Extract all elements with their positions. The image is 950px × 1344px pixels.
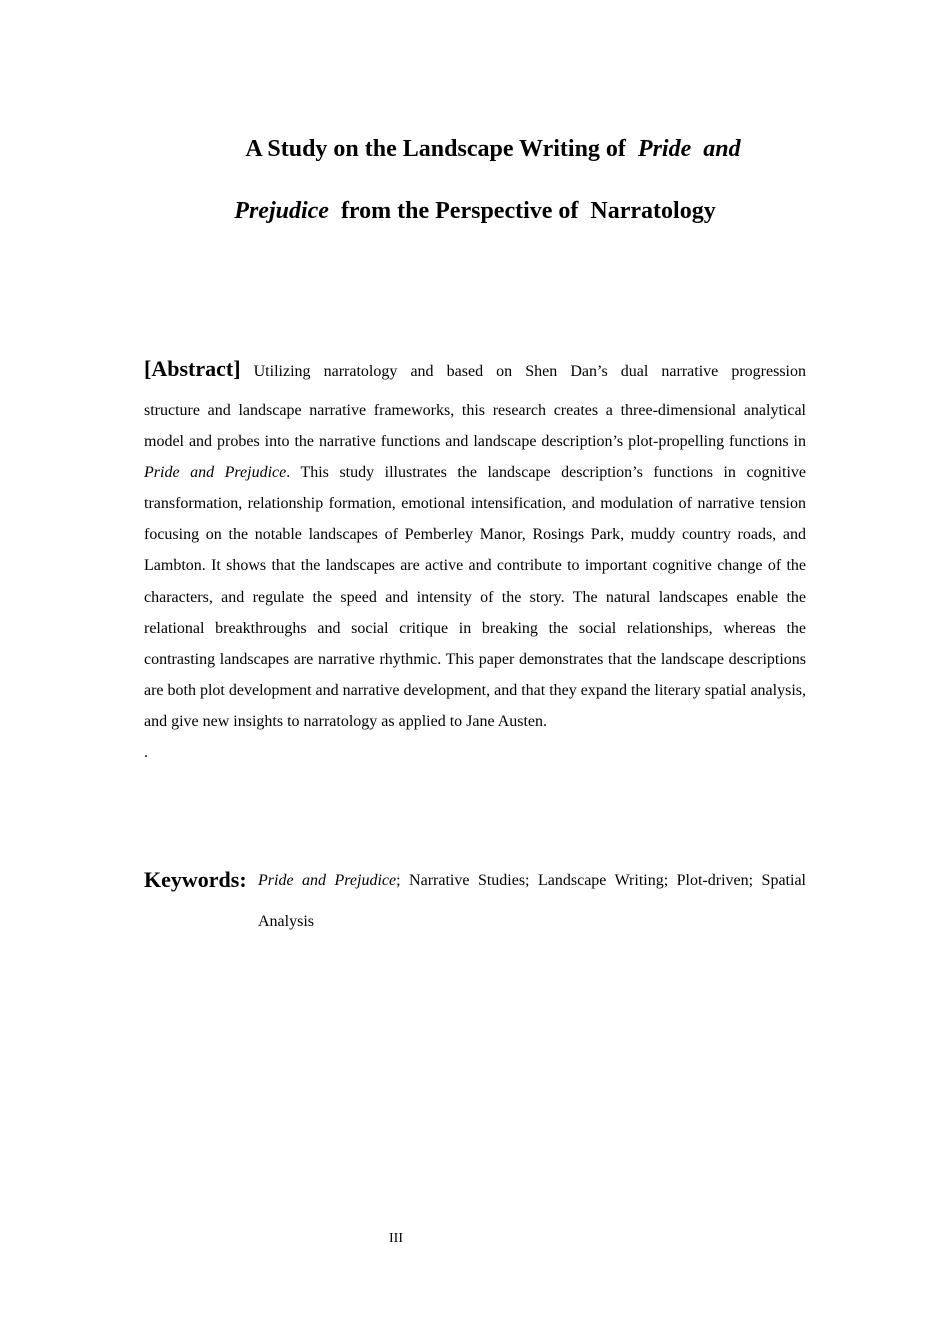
keywords-italic-title: Pride and Prejudice [258, 872, 397, 889]
title-line-1-text: A Study on the Landscape Writing of [245, 136, 626, 162]
keywords-label: Keywords: [144, 867, 247, 892]
title-line-2-text: from the Perspective of [340, 198, 579, 224]
abstract-trailing-dot: . [144, 744, 148, 762]
abstract-italic-title: Pride and Prejudice [144, 464, 287, 482]
abstract-first-line-text: Utilizing narratology and based on Shen Dan’s dual narrative progression [253, 363, 807, 380]
title-line-1 [144, 118, 806, 180]
abstract-body [144, 402, 806, 730]
abstract-body-part-2: . This study illustrates the landscape description’s functions in cognitive transformation, relationship formation, emotional intensification, and modulation of narrative tension focusing on the notable landscapes of Pemberley Manor, Rosings Park, muddy country roads, and Lambton. It shows that the landscapes are active and contribute to important cognitive change of the characters, and regulate the speed and intensity of the story. The natural landscapes enable the relational breakthroughs and social critique in breaking the social relationships, whereas the contrasting landscapes are narrative rhythmic. This paper demonstrates that the landscape descriptions are both plot development and narrative development, and that they expand the literary spatial analysis, and give new insights to narratology as applied to Jane Austen. [144, 464, 806, 730]
title-italic-and: and [703, 136, 741, 162]
title-line-2 [144, 180, 806, 242]
page-number: III [389, 1231, 403, 1246]
title-italic-prejudice: Prejudice [234, 198, 329, 224]
abstract-heading: [Abstract] [144, 356, 241, 381]
abstract-section [144, 350, 806, 768]
keywords-line-2: Analysis [258, 913, 314, 930]
keywords-list [258, 860, 806, 942]
abstract-first-line [144, 350, 806, 391]
title-italic-pride: Pride [637, 136, 692, 162]
title-line-2-suffix: Narratology [590, 198, 716, 224]
keywords-line-1 [258, 860, 806, 901]
keywords-line-1-rest: ; Narrative Studies; Landscape Writing; Plot-driven; Spatial [396, 872, 806, 889]
paper-title [144, 118, 806, 242]
abstract-body-part-1: structure and landscape narrative frameworks, this research creates a three-dimensional analytical model and probes into the narrative functions and landscape description’s plot-propelling functions in [144, 402, 806, 451]
